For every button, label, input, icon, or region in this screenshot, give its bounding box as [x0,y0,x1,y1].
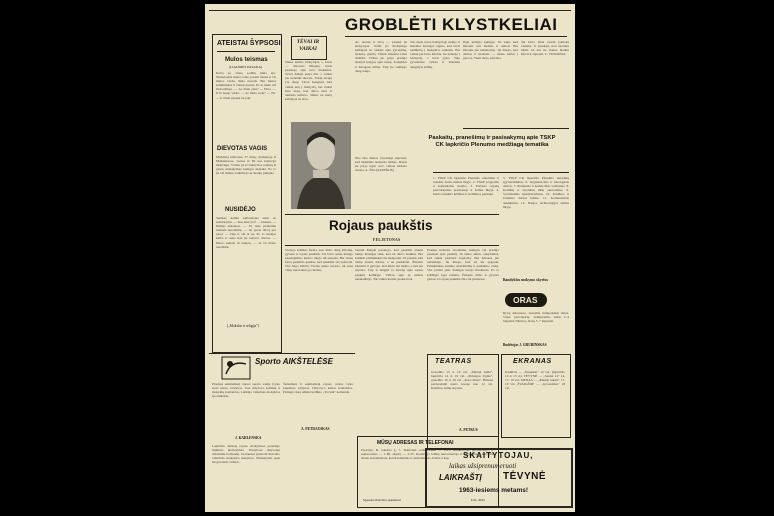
skaitytojau-line1: SKAITYTOJAU, [463,451,534,460]
adresas-text: Pasvalys, R. Giedrio g. 7. Telefonai: redaktoriaus — 1-21, redaktoriaus pavaduotojo ir sekretoriaus — 1-86, skyrių — 2-37. Redakcija laiškų nerecenzuoja ir negrąžina. Laikraštis išeina antradieniais, ketvirtadieniais ir šeštadieniais. Kaina 2 kap. [361,448,493,461]
sport-emblem-icon [221,356,251,380]
rojaus-col-1: Vienoje kolūkio ferma, kur dirbo daug žmonių, gyveno ir rojaus paukštis. Tai buvo senas kunigo pasakojimas, kuriuo tikėjo tik senutės. Bet vieną kartą pasklido gandas, kad paukštis vėl pasirodė. Visi bėgo žiūrėti. Tačiau nieko nerado, tik seną vištą, kuri laksto po kiemą. [285,248,353,273]
teatras-title: TEATRAS [435,358,472,365]
adresas-code: Užs. 2043 [471,498,485,502]
rojaus-author: A. PETKUS [459,428,478,432]
sporto-title: Sporto AIKŠTELĖSE [255,357,333,366]
top-rule [209,10,571,11]
sidebar-section2: DIEVOTAS VAGIS [217,146,268,152]
sporto-col-1: Praėjusį sekmadienį rajono sporto salėje įvyko stalo teniso varžybos. Jose dalyvavo kolūkių ir mokyklų komandos. Laimėjo vidurinės mokyklos sportininkai. [212,382,280,399]
tevai-ir-vaikai-heading: TĖVAI IR VAIKAI [296,39,320,52]
sidebar-text-3: Senikas kaimo keliaudojas teisė su susidarymu. — Kas man yra? — klausia. — Dėmąs atsisakos. — Uj, mes padarėme nemaža nuodėmių. — Ar gavai dievą per parą? — Taip ir vėl iš ne. Po to teisėjas kalba ir sako kad jis nebuvo dievas. — Dievo keliais aš nuėjau, — aš tai mano nuodėmė. [216,216,276,249]
sidebar-subhead-note: (LIAUDIES PASAKA) [229,65,263,69]
oras-author: Budėtojas J. GRUBINSKAS [503,343,547,347]
skaitytojau-paper-name: TĖVYNĖ [503,471,547,482]
rojaus-col-2: Senutė Magdė pasakojo, kad paukštis atnešė laimę. Kunigas sakė, kad tai dievo ženklas. Bet kolūkio pirmininkas tik nusijuokė. Jis pasakė, kad laimę atneša darbas, o ne paukščiai. Žmonės klausėsi ir galvojo. Kai kurie dar tikėjo, o kiti jau suprato. Taip ir baigėsi ta istorija apie rojaus paukštį kolūkyje. Vėliau apie ją niekas nebekalbėjo. Tik vaikai kartais juokdavosi. [355,248,423,281]
plenum-list-2: 5. TSKP CK lapkričio Plenumo nutarimų įgyvendinimas. 6. Organizacinis ir ideologinis darbas. 7. Pramonės ir žemės ūkio valdymas. 8. Kolūkių ir tarybinių ūkių ekonomika. 9. Socialistinis lenktyniavimas. 10. Kultūros ir švietimo darbai kaime. 11. Komunistinis auklėjimas. 12. Naujos technologijos žemės ūkyje. [503,176,569,209]
sidebar-section3: NUSIDĖJO [225,207,256,213]
adresas-publisher: Spaudos Pasvalio spaustuvė [363,498,402,502]
oras-title: ORAS [513,295,538,305]
sidebar-heading: ATEISTAI ŠYPSOSI [217,40,281,47]
skaitytojau-line3: LAIKRAŠTĮ [439,473,482,482]
column-middle-top: Ar, norėtų ir tėvų — pasakė jis mokytojas. Todėl jis mokykloje kalbėjosi su vaikais apie gyvenimą, mokslą, gamtą. Vaikai klausėsi labai atidžiai. Vėliau jie patys pradėjo skaityti knygas apie žemę, žvaigždes ir žmogaus kilmę. Taip jie sužinojo daug naujo. [355,40,407,73]
column-tevai: Sūnus kaimo mokytojas, o tėvas — dievotas žmogus, kuris pasakojo apie savo mokinius. Tėvai dažnai patys tiki, o vaikai jau nebetiki dievais. Tokių atvejų yra daug. Tėvai stengiasi, kad vaikai eitų į bažnyčią, bet vaikai žino tiesą, kad dievo nėra ir niekada nebuvo. Sūnus ne kartą kalbėjosi su tėvu. [285,60,332,101]
sporto-col-3: Lapkričio mėnesį rajono mokyklose prasidėjo tinklinio pirmenybės. Varžybose dalyvauja dvidešimt komandų. Geriausiai pasirodė Pasvalio vidurinės mokyklos merginos. Pirmenybės tęsis iki gruodžio vidurio. [212,444,280,465]
column-right-top: Ilgai kalbėjo kunigas. Jis sakė, kad žmonės turi melstis ir aukoti. Bet žmonės jau nebenorėjo. Jie žinojo, kad darbas ir mokslas — tikras kelias į gerovę. Vieni išėjo, kiti liko. [463,40,518,61]
sidebar-text-1: Kartą po vieną sodžių mula ėjo. Nuskriausta mulos teisė, pareiti tiesiai ir vis mulos vardu, mula neveda. Bet mulos šeimininkas ir vienas poetas. Po to mula vėl išsivedžioja. — Ar mula eina? — Eina. — Ir iš naujo verkė. — Ar mula veda? — Ne. — Ir mula pasakė tai patį. [216,71,276,100]
teatras-text: Gruodžio 13 d. 19 val. „Mažoji našlė", lapkričio 14 d. 19 val. „Pabaigos Ugnis", gruodžio 16 d. 19 val. „Kasa Marė". Bilietai parduodami teatro kasoje nuo 12 val. Kultūros namų skyrius. [431,370,493,391]
rojaus-byline: FELJETONAS [373,238,401,242]
ekranas-text: KARIJA — „Naujakai" 14 val. (lapkričio 14 ir 15 d.). TĖVYNĖ — „Seniai 14" 14, 17, 19 val. MENAS — „Mažoji naktis" 17, 19 val. ŽVAIGŽDĖ — „Gyvenimas" 18 val. [505,370,565,391]
skaitytojau-line2: laikas užsiprenumeruoti [449,462,517,470]
sporto-author: A. PETRAUSKAS [301,427,330,431]
rojaus-paukstis-title: Rojaus paukštis [329,218,433,233]
plenum-list-1: 1. TSKP CK lapkričio Plenumo nutarimai ir tolesnis darbo žemės ūkyje. 2. TSKP programa ir komunizmo statyba. 3. Partinio organų pertvarkymas pramonėje ir žemės ūkyje. 4. Darbo našumo kėlimas ir technikos pažanga. [433,176,499,197]
sporto-col-2: Šeštadienį ir sekmadienį rajono centre vyko krepšinio turnyras. Dalyvavo šešios komandos. Pirmąją vietą užėmė kolūkio „Tėvynė" komanda. [283,382,353,395]
sidebar-footer: („Mokslas ir religija") [227,324,259,328]
newspaper-page [205,4,575,512]
sporto-author2: J. KARLENSKA [235,436,262,440]
sidebar-text-2: Mažeikių klebonas, 37 metų, mažeikoje iš Mažeikiuose, vienas iš 60 kas kainuoja tikinčiųjų. Vėliau jis iš bažnyčios reikalų iš gautų atsisakymus kunigui atsisakė. Po to jis vėl mišias vaikščiojo su skautų pinigais. [216,155,276,176]
rojaus-col-3: Praėjus kelioms savaitėms, kunigas vėl pradėjo pasakoti apie paukštį. Jis rinko aukas, sakydamas, kad reikia pastatyti koplyčią. Bet žmonės jau nebetikėjo. Jie žinojo, kad tai tik apgaulė. Pirmininkas surinko susirinkimą ir paaiškino viską. Visi pritarė jam. Kunigas turėjo išvažiuoti. Po to kolūkyje tapo ramiau. Žmonės dirbo ir gyveno geriau. O rojaus paukštis liko tik pasakose. [427,248,499,281]
sidebar-subhead: Mulos teismas [225,56,268,63]
portrait-photo-icon [291,122,351,209]
ekranas-title: EKRANAS [513,358,552,365]
oras-text: Rytoj debesuota, vietomis trumpalaikis lietus. Vėjas pietvakarių. Temperatūra naktį 2–4 laipsniai šilumos, dieną 5–7 laipsniai. [503,311,569,324]
skaitytojau-line4: 1963-iesiems metams! [459,487,529,494]
plenum-heading: Paskaitų, pranešimų ir pasisakymų apie TSKP CK lapkričio Plenumo medžiagą tematika [428,135,556,148]
column-middle-top-2: Tuo metu tėvas bažnyčioje sėdėjo ir meldėsi. Kunigas ragino, kad tėvai nežiūrėtų į mokyklos reikalus. Bet vaikai jau buvo kitokie. Jie nebeėjo į bažnyčią, o tėvai pyko. Taip gyvenimas vyksta ir šiandien daugelyje šeimų. [410,40,460,69]
main-headline: GROBLĖTI KLYSTKELIAI [345,15,558,34]
plenum-footer: Bandyklos mokymo skyrius [503,278,548,282]
adresas-title: MŪSŲ ADRESAS IR TELEFONAI [377,440,454,446]
column-right-top-2: Tai buvo labai svarbi pamoka visiems. Ir pasakyti, kad nereikia tikėti, tai dar ne viskas. Reikia žinoti ir suprasti. C. VINGRINA [521,40,569,57]
column-middle-top-3: Nuo šios dienos vyresnieji supranta, kad tikėjimas neatneša laimės. Dabar jie patys ugdo savo vaikus mokslo dvasia. A. Šilis (KUPIŠKIS) [355,156,407,173]
